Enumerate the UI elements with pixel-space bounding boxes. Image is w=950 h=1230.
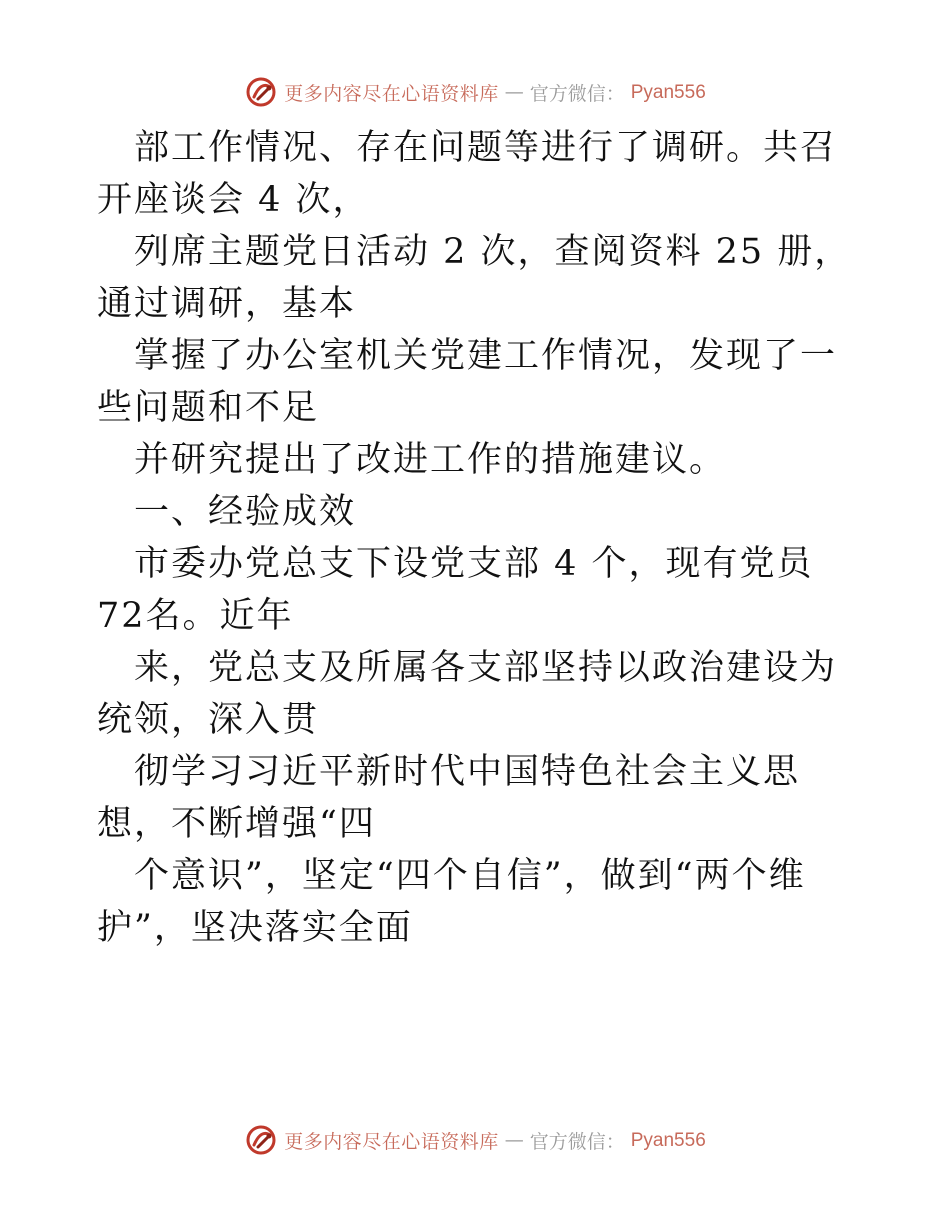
watermark-dash: — — [504, 1129, 524, 1151]
paragraph-continuation: 题和不足 — [171, 388, 320, 428]
watermark-site-text: 更多内容尽在心语资料库 — [284, 82, 499, 105]
paragraph-continuation: 领，深入贯 — [134, 700, 320, 740]
paragraph-continuation: 名。近年 — [145, 596, 294, 636]
watermark-site-text: 更多内容尽在心语资料库 — [284, 1130, 499, 1153]
paragraph-line: 彻学习习近平新时代中国特色社会主义思想，不 — [97, 752, 801, 844]
paragraph-continuation: 护”，坚决落实全面 — [97, 908, 413, 948]
header-watermark — [0, 72, 950, 112]
paragraph — [97, 642, 857, 746]
paragraph-line: 列席主题党日活动 2 次，查阅资料 25 册，通 — [97, 232, 852, 324]
paragraph-line: 并研究提出了改进工作的措施建议。 — [134, 440, 727, 480]
paragraph-line: 市委办党总支下设党支部 4 个，现有党员 72 — [97, 544, 814, 636]
paragraph — [97, 746, 857, 850]
paragraph-continuation: 谈会 4 次， — [171, 180, 370, 220]
paragraph-line: 部工作情况、存在问题等进行了调研。共召开座 — [97, 128, 838, 220]
watermark-contact-label: 官方微信： — [529, 82, 625, 105]
paragraph — [97, 850, 857, 954]
paragraph-continuation: 过调研，基本 — [134, 284, 357, 324]
paragraph-line: 个意识”，坚定“四个自信”，做到“两个维 — [134, 856, 806, 896]
paragraph — [97, 226, 857, 330]
watermark-contact-id — [631, 81, 706, 104]
watermark-contact-label: 官方微信： — [529, 1130, 625, 1153]
section-heading-text: 一、经验成效 — [134, 492, 357, 532]
paragraph-line: 来，党总支及所属各支部坚持以政治建设为统 — [97, 648, 838, 740]
paragraph — [97, 434, 857, 486]
watermark-dash: — — [504, 81, 524, 103]
watermark-contact-id-text: Pyan556 — [630, 81, 706, 103]
brand-logo-icon — [244, 1123, 278, 1157]
watermark-contact-id-text: Pyan556 — [630, 1129, 706, 1151]
paragraph — [97, 538, 857, 642]
paragraph — [97, 122, 857, 226]
brand-logo-icon — [244, 75, 278, 109]
section-heading — [97, 486, 857, 538]
paragraph-line: 掌握了办公室机关党建工作情况，发现了一些问 — [97, 336, 838, 428]
footer-watermark — [0, 1120, 950, 1160]
paragraph-continuation: 断增强“四 — [208, 804, 376, 844]
paragraph — [97, 330, 857, 434]
watermark-contact-id — [631, 1129, 706, 1152]
document-body — [97, 122, 857, 954]
